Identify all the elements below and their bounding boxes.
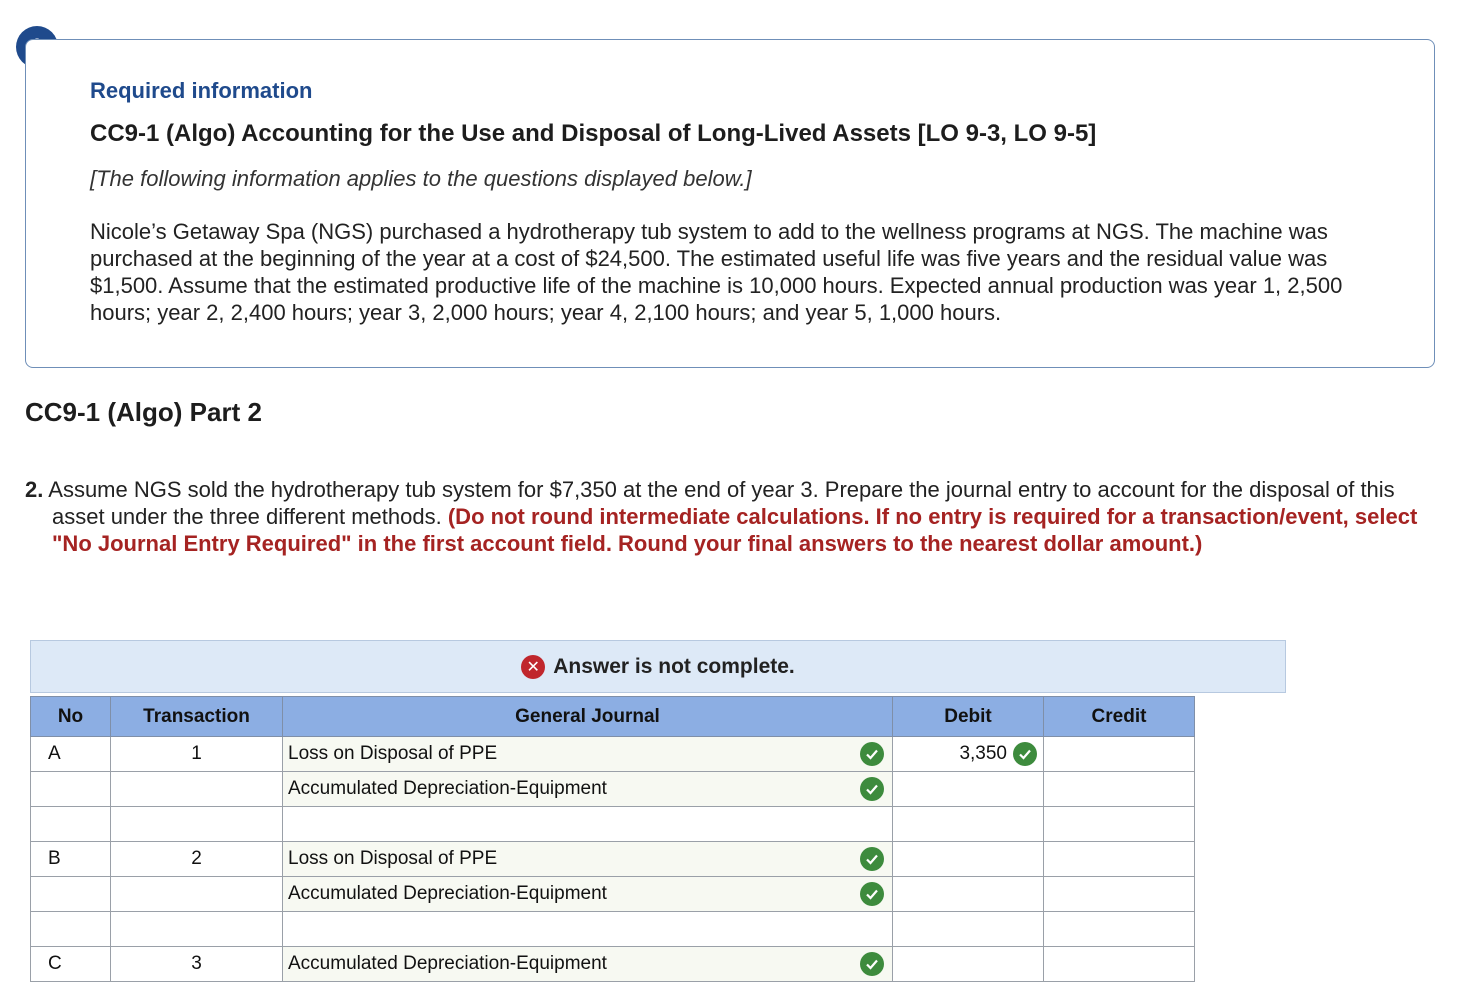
check-icon <box>1013 742 1037 766</box>
table-row <box>31 772 1195 807</box>
debit-input[interactable] <box>893 807 1044 842</box>
cell-no <box>31 772 111 807</box>
debit-amount: 3,350 <box>959 743 1007 764</box>
account-name: Accumulated Depreciation-Equipment <box>288 778 607 799</box>
credit-input[interactable] <box>1044 947 1195 982</box>
check-icon <box>860 777 884 801</box>
credit-input[interactable] <box>1044 807 1195 842</box>
table-row <box>31 947 1195 982</box>
table-row <box>31 842 1195 877</box>
table-header-row <box>31 697 1195 737</box>
question-text: Assume NGS sold the hydrotherapy tub system for $7,350 at the end of year 3. Prepare the journal entry to account for the disposal of this asset under the three different methods. <box>48 477 1395 529</box>
cell-transaction: 1 <box>111 737 283 772</box>
debit-input[interactable] <box>893 842 1044 877</box>
cell-transaction <box>111 772 283 807</box>
header-general-journal: General Journal <box>283 697 893 737</box>
problem-title: CC9-1 (Algo) Accounting for the Use and Disposal of Long-Lived Assets [LO 9-3, LO 9-5] <box>90 120 1097 147</box>
required-info-box <box>25 39 1435 368</box>
cell-no <box>31 877 111 912</box>
cell-no: B <box>31 842 111 877</box>
header-debit: Debit <box>893 697 1044 737</box>
info-note: [The following information applies to the questions displayed below.] <box>90 166 752 191</box>
account-select[interactable] <box>283 807 893 842</box>
cell-no: C <box>31 947 111 982</box>
debit-input[interactable] <box>893 912 1044 947</box>
table-row <box>31 807 1195 842</box>
account-name: Loss on Disposal of PPE <box>288 848 498 869</box>
credit-input[interactable] <box>1044 842 1195 877</box>
cell-transaction <box>111 807 283 842</box>
check-icon <box>860 742 884 766</box>
account-select[interactable] <box>283 772 893 807</box>
journal-table <box>30 696 1195 982</box>
debit-input[interactable] <box>893 877 1044 912</box>
check-icon <box>860 952 884 976</box>
cell-transaction: 3 <box>111 947 283 982</box>
answer-status-text: Answer is not complete. <box>553 654 795 678</box>
table-row <box>31 737 1195 772</box>
check-icon <box>860 882 884 906</box>
cell-transaction <box>111 912 283 947</box>
header-credit: Credit <box>1044 697 1195 737</box>
x-icon: ✕ <box>521 655 545 679</box>
cell-transaction: 2 <box>111 842 283 877</box>
credit-input[interactable] <box>1044 737 1195 772</box>
problem-body: Nicole’s Getaway Spa (NGS) purchased a hydrotherapy tub system to add to the wellness programs at NGS. The machine was purchased at the beginning of the year at a cost of $24,500. The estimated useful life was five years and the residual value was $1,500. Assume that the estimated productive life of the machine is 10,000 hours. Expected annual production was year 1, 2,500 hours; year 2, 2,400 hours; year 3, 2,000 hours; year 4, 2,100 hours; and year 5, 1,000 hours. <box>90 219 1343 325</box>
account-name: Loss on Disposal of PPE <box>288 743 498 764</box>
question-instruction: (Do not round intermediate calculations. If no entry is required for a transaction/event, select "No Journal Entry Required" in the first account field. Round your final answers to the nearest dollar amount.) <box>52 504 1418 556</box>
table-row <box>31 877 1195 912</box>
cell-no: A <box>31 737 111 772</box>
account-name: Accumulated Depreciation-Equipment <box>288 883 607 904</box>
part-title: CC9-1 (Algo) Part 2 <box>25 397 262 427</box>
debit-input[interactable] <box>893 947 1044 982</box>
required-info-heading: Required information <box>90 78 313 103</box>
account-select[interactable] <box>283 947 893 982</box>
account-select[interactable] <box>283 737 893 772</box>
check-icon <box>860 847 884 871</box>
credit-input[interactable] <box>1044 912 1195 947</box>
debit-input[interactable] <box>893 772 1044 807</box>
header-transaction: Transaction <box>111 697 283 737</box>
account-select[interactable] <box>283 842 893 877</box>
credit-input[interactable] <box>1044 772 1195 807</box>
question <box>25 476 1445 557</box>
table-row <box>31 912 1195 947</box>
answer-status-banner <box>30 640 1286 693</box>
account-name: Accumulated Depreciation-Equipment <box>288 953 607 974</box>
cell-no <box>31 912 111 947</box>
cell-transaction <box>111 877 283 912</box>
cell-no <box>31 807 111 842</box>
account-select[interactable] <box>283 912 893 947</box>
debit-input[interactable] <box>893 737 1044 772</box>
question-number: 2. <box>25 477 44 502</box>
header-no: No <box>31 697 111 737</box>
account-select[interactable] <box>283 877 893 912</box>
credit-input[interactable] <box>1044 877 1195 912</box>
